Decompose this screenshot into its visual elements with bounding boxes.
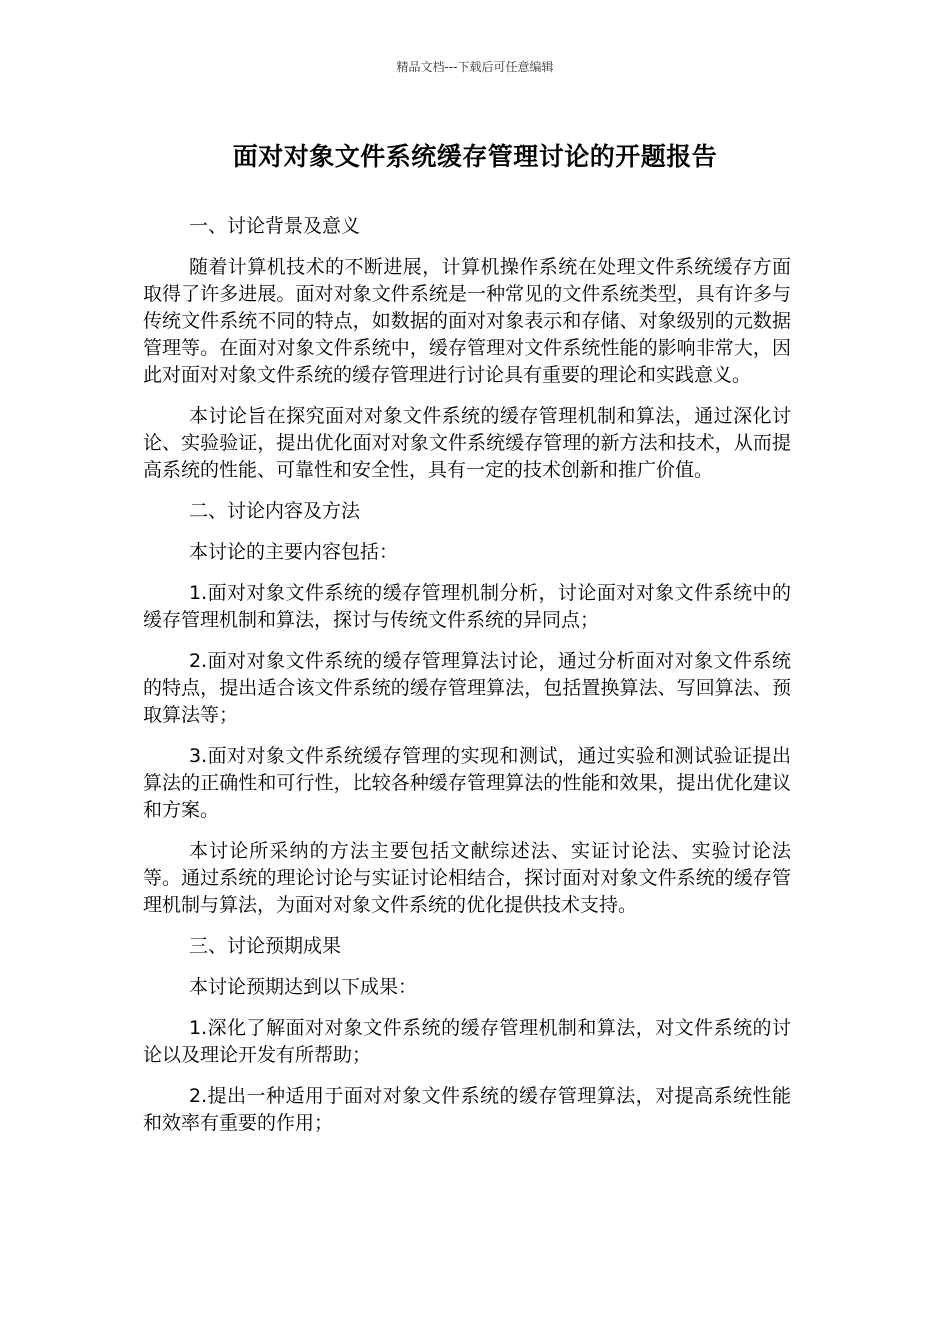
document-body	[143, 213, 791, 1151]
section-heading-background: 一、讨论背景及意义	[189, 215, 361, 237]
list-item-result-2: 2.提出一种适用于面对对象文件系统的缓存管理算法，对提高系统性能和效率有重要的作用；	[143, 1085, 791, 1134]
list-item-content-3: 3.面对对象文件系统缓存管理的实现和测试，通过实验和测试验证提出算法的正确性和可行性，比较各种缓存管理算法的性能和效果，提出优化建议和方案。	[143, 745, 791, 821]
paragraph-methods: 本讨论所采纳的方法主要包括文献综述法、实证讨论法、实验讨论法等。通过系统的理论讨论与实证讨论相结合，探讨面对对象文件系统的缓存管理机制与算法，为面对对象文件系统的优化提供技术支持。	[143, 840, 791, 916]
paragraph-background: 随着计算机技术的不断进展，计算机操作系统在处理文件系统缓存方面取得了许多进展。面对对象文件系统是一种常见的文件系统类型，具有许多与传统文件系统不同的特点，如数据的面对对象表示和存储、对象级别的元数据管理等。在面对对象文件系统中，缓存管理对文件系统性能的影响非常大，因此对面对对象文件系统的缓存管理进行讨论具有重要的理论和实践意义。	[143, 256, 791, 386]
list-item-result-1: 1.深化了解面对对象文件系统的缓存管理机制和算法，对文件系统的讨论以及理论开发有所帮助；	[143, 1017, 791, 1066]
list-item-content-1: 1.面对对象文件系统的缓存管理机制分析，讨论面对对象文件系统中的缓存管理机制和算法，探讨与传统文件系统的异同点；	[143, 582, 791, 631]
section-heading-content-methods: 二、讨论内容及方法	[189, 500, 361, 522]
page-header: 精品文档---下载后可任意编辑	[396, 60, 554, 74]
document-title: 面对对象文件系统缓存管理讨论的开题报告	[232, 142, 718, 171]
list-item-content-2: 2.面对对象文件系统的缓存管理算法讨论，通过分析面对对象文件系统的特点，提出适合该文件系统的缓存管理算法，包括置换算法、写回算法、预取算法等；	[143, 650, 791, 726]
paragraph-purpose: 本讨论旨在探究面对对象文件系统的缓存管理机制和算法，通过深化讨论、实验验证，提出优化面对对象文件系统缓存管理的新方法和技术，从而提高系统的性能、可靠性和安全性，具有一定的技术创新和推广价值。	[143, 405, 791, 481]
paragraph-results-intro: 本讨论预期达到以下成果：	[189, 976, 418, 998]
paragraph-content-intro: 本讨论的主要内容包括：	[189, 541, 399, 563]
section-heading-expected-results: 三、讨论预期成果	[189, 935, 342, 957]
